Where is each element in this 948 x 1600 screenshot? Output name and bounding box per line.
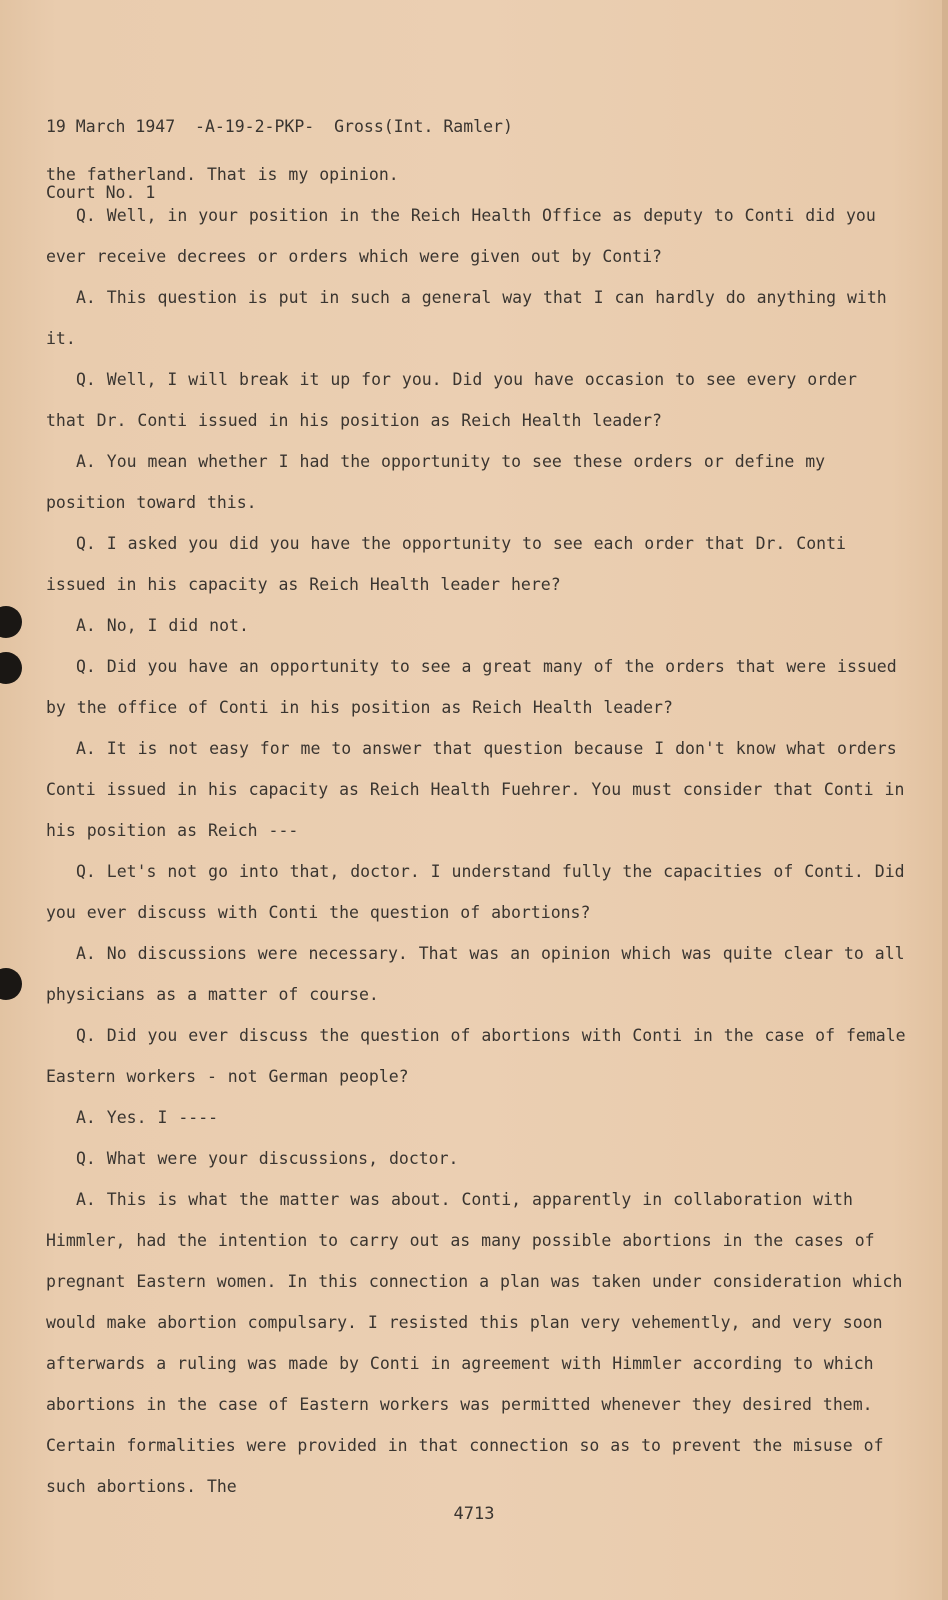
punch-hole <box>0 606 22 638</box>
transcript-paragraph: A. You mean whether I had the opportunity to see these orders or define my position toward this. <box>46 452 837 512</box>
transcript-paragraph: Q. I asked you did you have the opportunity to see each order that Dr. Conti issued in his capacity as Reich Health leader here? <box>46 534 857 594</box>
transcript-paragraph: the fatherland. That is my opinion. <box>46 165 399 184</box>
transcript-paragraph: Q. Well, in your position in the Reich Health Office as deputy to Conti did you ever receive decrees or orders which were given out by Conti? <box>46 206 887 266</box>
punch-hole <box>0 652 22 684</box>
transcript-paragraph: Q. Did you ever discuss the question of abortions with Conti in the case of female Eastern workers - not German people? <box>46 1026 917 1086</box>
transcript-paragraph: A. No, I did not. <box>76 616 249 635</box>
header-date-line: 19 March 1947 -A-19-2-PKP- Gross(Int. Ramler) <box>46 117 513 136</box>
transcript-paragraph: A. Yes. I ---- <box>76 1108 219 1127</box>
transcript-paragraph: Q. Well, I will break it up for you. Did you have occasion to see every order that Dr. Conti issued in his position as Reich Health leader? <box>46 370 868 430</box>
transcript-paragraph: A. It is not easy for me to answer that question because I don't know what orders Conti issued in his capacity as Reich Health Fuehrer. You must consider that Conti in his position as Reich --- <box>46 739 916 840</box>
transcript-body <box>46 154 917 1507</box>
transcript-paragraph: Q. Let's not go into that, doctor. I understand fully the capacities of Conti. Did you ever discuss with Conti the question of abortions? <box>46 862 916 922</box>
punch-hole <box>0 968 22 1000</box>
transcript-paragraph: Q. What were your discussions, doctor. <box>76 1149 459 1168</box>
transcript-paragraph: A. This question is put in such a general way that I can hardly do anything with it. <box>46 288 898 348</box>
header-court-line: Court No. 1 <box>46 183 156 202</box>
transcript-paragraph: A. This is what the matter was about. Conti, apparently in collaboration with Himmler, had the intention to carry out as many possible abortions in the cases of pregnant Eastern women. In this connection a plan was taken under consideration which would make abortion compulsary. I resisted this plan very vehemently, and very soon afterwards a ruling was made by Conti in agreement with Himmler according to which abortions in the case of Eastern workers was permitted whenever they desired them. Certain formalities were provided in that connection so as to prevent the misuse of such abortions. The <box>46 1190 914 1496</box>
page-edge <box>942 0 948 1600</box>
transcript-paragraph: A. No discussions were necessary. That was an opinion which was quite clear to all physicians as a matter of course. <box>46 944 916 1004</box>
page-number: 4713 <box>453 1504 495 1524</box>
transcript-paragraph: Q. Did you have an opportunity to see a great many of the orders that were issued by the office of Conti in his position as Reich Health leader? <box>46 657 908 717</box>
